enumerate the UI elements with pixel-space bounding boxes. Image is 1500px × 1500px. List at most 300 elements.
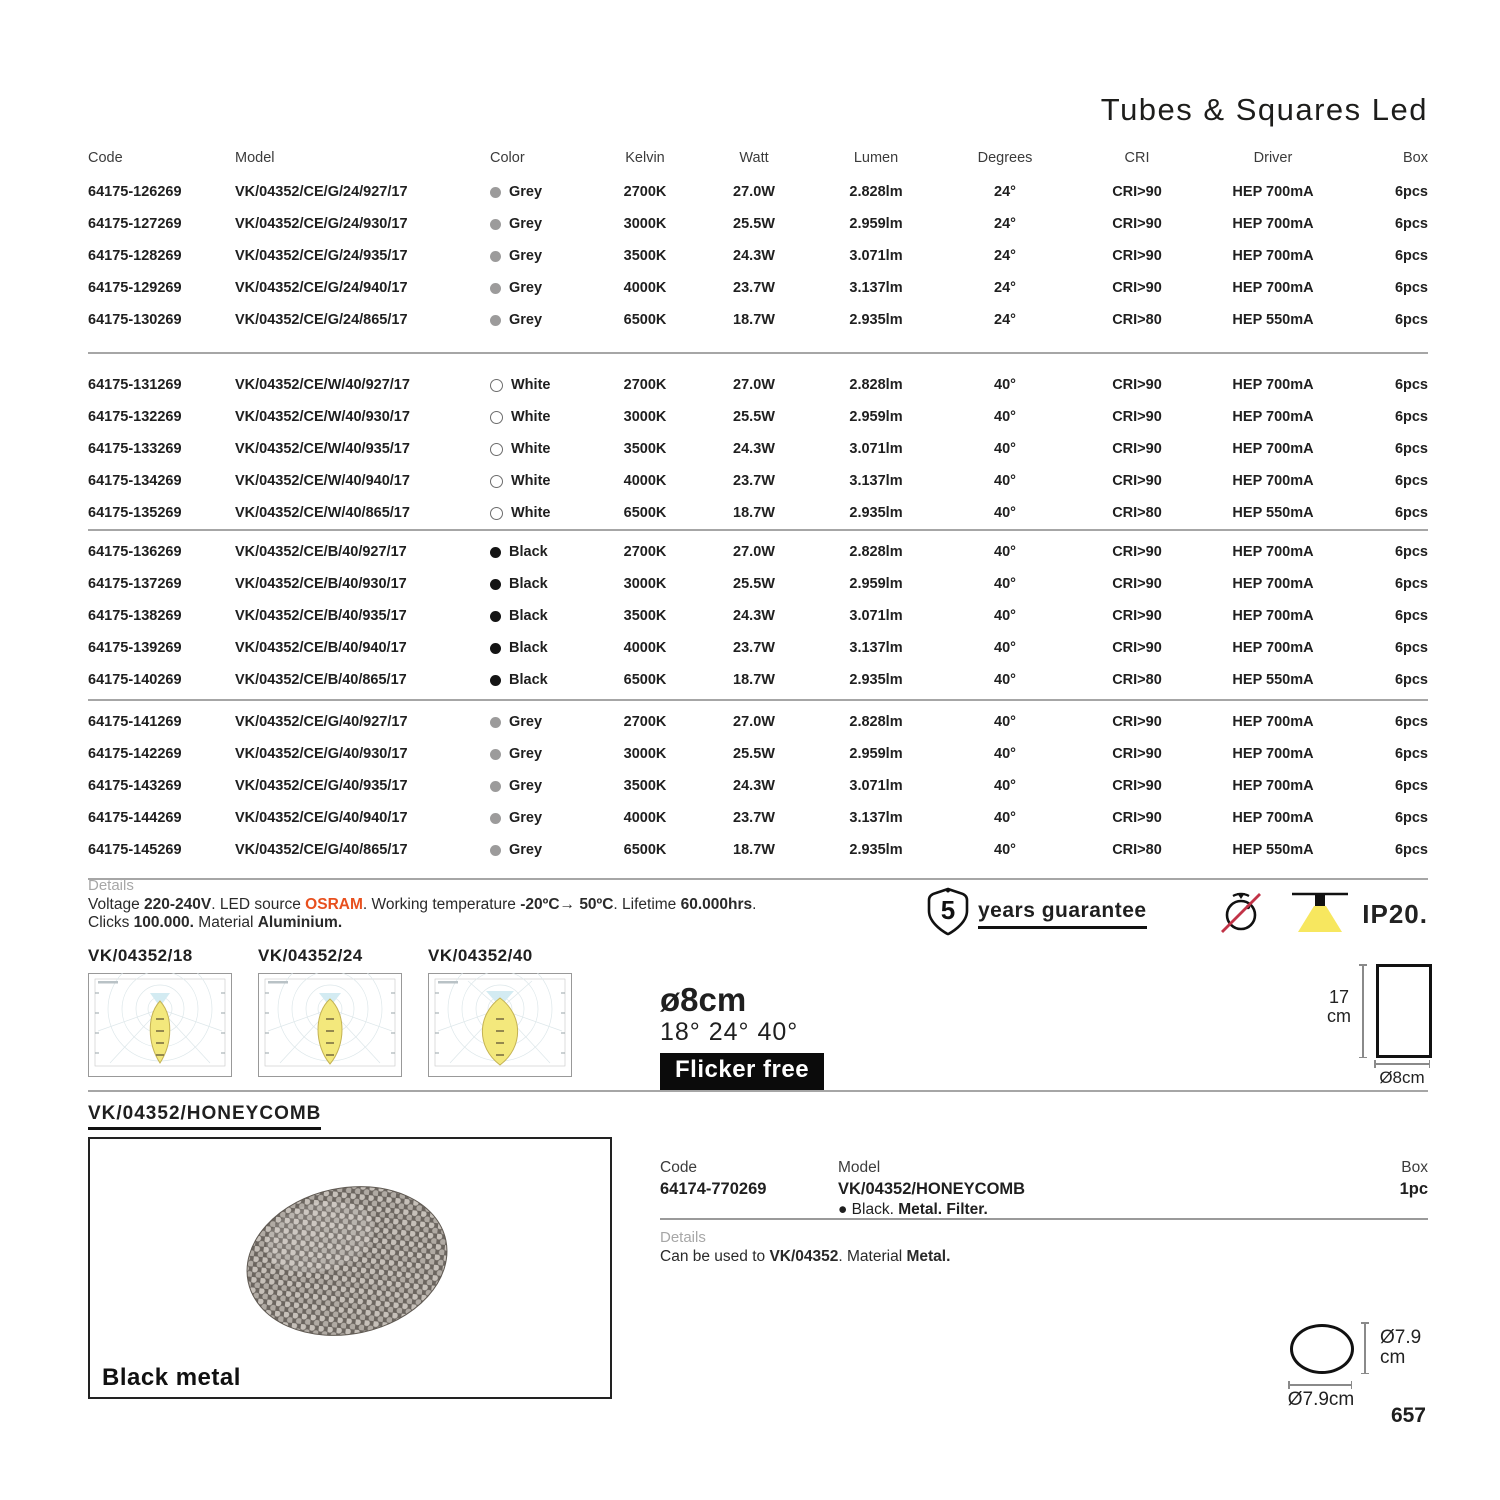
cell-kelvin: 3000K: [623, 746, 667, 762]
cell-driver: HEP 700mA: [1232, 778, 1314, 794]
section-divider: [88, 529, 1428, 531]
cell-box: 6pcs: [1394, 842, 1428, 858]
section-divider: [88, 352, 1428, 354]
table-body: [88, 176, 1428, 866]
cell-degrees: 24°: [994, 280, 1016, 296]
cell-code: 64175-142269: [88, 746, 182, 762]
cell-model: VK/04352/CE/B/40/940/17: [235, 640, 407, 656]
cell-code: 64175-139269: [88, 640, 182, 656]
cell-degrees: 40°: [994, 608, 1016, 624]
not-dimmable-icon: [1216, 887, 1266, 942]
certification-badges: [926, 882, 1428, 946]
cell-driver: HEP 550mA: [1232, 312, 1314, 328]
color-label: White: [511, 473, 551, 489]
cell-degrees: 40°: [994, 778, 1016, 794]
color-label: White: [511, 377, 551, 393]
cell-watt: 27.0W: [733, 714, 775, 730]
column-header-watt: Watt: [739, 150, 769, 166]
cell-degrees: 40°: [994, 441, 1016, 457]
cell-code: 64175-129269: [88, 280, 182, 296]
filter-width-dimension-line: [1288, 1384, 1352, 1386]
cell-watt: 23.7W: [733, 280, 775, 296]
cell-watt: 27.0W: [733, 377, 775, 393]
cell-box: 6pcs: [1394, 505, 1428, 521]
color-dot-icon: [490, 379, 503, 392]
cell-model: VK/04352/CE/W/40/927/17: [235, 377, 410, 393]
color-label: Grey: [509, 810, 543, 826]
cell-model: VK/04352/CE/G/24/865/17: [235, 312, 408, 328]
cell-box: 6pcs: [1394, 248, 1428, 264]
color-dot-icon: [490, 507, 503, 520]
cell-degrees: 40°: [994, 714, 1016, 730]
cell-model: VK/04352/CE/G/40/865/17: [235, 842, 408, 858]
cell-lumen: 3.137lm: [849, 640, 903, 656]
cell-color: [490, 544, 590, 560]
cell-cri: CRI>80: [1112, 505, 1162, 521]
divider: [660, 1218, 1428, 1220]
cell-degrees: 24°: [994, 248, 1016, 264]
color-label: Black: [509, 544, 548, 560]
cell-kelvin: 2700K: [623, 714, 667, 730]
filter-outline: [1290, 1324, 1354, 1374]
cell-model: VK/04352/CE/W/40/930/17: [235, 409, 410, 425]
cell-driver: HEP 550mA: [1232, 505, 1314, 521]
cell-lumen: 2.935lm: [849, 505, 903, 521]
cell-driver: HEP 700mA: [1232, 216, 1314, 232]
cell-box: 6pcs: [1394, 409, 1428, 425]
model-attributes: ● Black. Metal. Filter.: [838, 1201, 988, 1218]
cell-driver: HEP 700mA: [1232, 441, 1314, 457]
color-dot-icon: [490, 749, 501, 760]
color-dot-icon: [490, 813, 501, 824]
table-row: [88, 304, 1428, 336]
table-row: [88, 401, 1428, 433]
cell-watt: 23.7W: [733, 473, 775, 489]
cell-kelvin: 6500K: [623, 672, 667, 688]
table-row: [88, 176, 1428, 208]
cell-lumen: 2.959lm: [849, 746, 903, 762]
cell-cri: CRI>90: [1112, 377, 1162, 393]
color-label: Grey: [509, 778, 543, 794]
cell-color: [490, 576, 590, 592]
cell-lumen: 2.935lm: [849, 312, 903, 328]
table-row: [88, 834, 1428, 866]
color-label: Grey: [509, 248, 543, 264]
cell-code: 64175-130269: [88, 312, 182, 328]
cell-box: 6pcs: [1394, 544, 1428, 560]
downlight-icon: [1290, 888, 1350, 941]
honeycomb-details: [660, 1229, 1428, 1266]
cell-model: VK/04352/CE/G/24/935/17: [235, 248, 408, 264]
cell-box: 6pcs: [1394, 184, 1428, 200]
cell-driver: HEP 700mA: [1232, 608, 1314, 624]
cell-model: VK/04352/CE/W/40/935/17: [235, 441, 410, 457]
honeycomb-filter-image: [90, 1139, 605, 1392]
photometric-diagram: [88, 946, 232, 1082]
cell-lumen: 3.071lm: [849, 608, 903, 624]
cell-cri: CRI>90: [1112, 280, 1162, 296]
cell-lumen: 2.828lm: [849, 377, 903, 393]
cell-lumen: 3.137lm: [849, 473, 903, 489]
cell-color: [490, 640, 590, 656]
color-label: White: [511, 441, 551, 457]
cell-kelvin: 6500K: [623, 312, 667, 328]
cell-kelvin: 4000K: [623, 640, 667, 656]
cell-watt: 18.7W: [733, 672, 775, 688]
table-row: [88, 802, 1428, 834]
cell-degrees: 40°: [994, 640, 1016, 656]
cell-watt: 25.5W: [733, 216, 775, 232]
cell-cri: CRI>90: [1112, 409, 1162, 425]
cell-cri: CRI>90: [1112, 778, 1162, 794]
color-dot-icon: [490, 781, 501, 792]
color-dot-icon: [490, 643, 501, 654]
cell-watt: 23.7W: [733, 640, 775, 656]
cell-lumen: 3.071lm: [849, 248, 903, 264]
cell-cri: CRI>90: [1112, 473, 1162, 489]
cell-model: VK/04352/CE/B/40/935/17: [235, 608, 407, 624]
guarantee-badge: [926, 886, 1147, 943]
cell-code: 64175-138269: [88, 608, 182, 624]
cell-cri: CRI>90: [1112, 248, 1162, 264]
table-row: [88, 240, 1428, 272]
color-label: Black: [509, 640, 548, 656]
color-label: Grey: [509, 280, 543, 296]
cell-code: 64175-145269: [88, 842, 182, 858]
cell-box: 6pcs: [1394, 640, 1428, 656]
divider: [88, 1090, 1428, 1092]
cell-degrees: 24°: [994, 184, 1016, 200]
color-label: White: [511, 505, 551, 521]
table-row: [88, 706, 1428, 738]
diagram-title: VK/04352/18: [88, 946, 193, 965]
cell-degrees: 40°: [994, 810, 1016, 826]
polar-plot: [428, 973, 572, 1077]
model-value: VK/04352/HONEYCOMB: [838, 1180, 1026, 1198]
cell-cri: CRI>90: [1112, 576, 1162, 592]
cell-watt: 24.3W: [733, 441, 775, 457]
cell-model: VK/04352/CE/G/24/930/17: [235, 216, 408, 232]
cell-color: [490, 216, 590, 232]
color-label: Grey: [509, 184, 543, 200]
table-row: [88, 536, 1428, 568]
cell-code: 64175-132269: [88, 409, 182, 425]
cell-cri: CRI>90: [1112, 746, 1162, 762]
table-row: [88, 770, 1428, 802]
color-label: Black: [509, 672, 548, 688]
table-row: [88, 738, 1428, 770]
cell-kelvin: 2700K: [623, 184, 667, 200]
cell-cri: CRI>80: [1112, 842, 1162, 858]
cell-color: [490, 505, 590, 521]
cell-kelvin: 3500K: [623, 608, 667, 624]
tube-dimension-drawing: [1320, 960, 1435, 1090]
filter-diameter-side-label: Ø7.9 cm: [1380, 1327, 1422, 1368]
details-line2: Clicks 100.000. Material Aluminium.: [88, 914, 343, 931]
cell-cri: CRI>80: [1112, 312, 1162, 328]
section-divider: [88, 699, 1428, 701]
cell-cri: CRI>80: [1112, 672, 1162, 688]
filter-dimension-drawing: [1286, 1312, 1436, 1412]
cell-lumen: 2.959lm: [849, 216, 903, 232]
model-label: Model: [838, 1159, 881, 1176]
code-label: Code: [660, 1159, 698, 1176]
honeycomb-image-box: [88, 1137, 612, 1399]
color-label: Grey: [509, 216, 543, 232]
diameter-dimension-line: [1374, 1063, 1430, 1065]
cell-degrees: 40°: [994, 576, 1016, 592]
diagram-title: VK/04352/24: [258, 946, 363, 965]
column-header-lumen: Lumen: [853, 150, 899, 166]
cell-box: 6pcs: [1394, 441, 1428, 457]
color-label: Grey: [509, 842, 543, 858]
cell-degrees: 40°: [994, 409, 1016, 425]
details-line1: Voltage 220-240V. LED source OSRAM. Working temperature -20ºC→ 50ºC. Lifetime 60.000hrs.: [88, 896, 757, 913]
cell-color: [490, 377, 590, 393]
cell-cri: CRI>90: [1112, 216, 1162, 232]
color-label: Black: [509, 576, 548, 592]
tube-height-label: 17 cm: [1327, 987, 1351, 1026]
cell-kelvin: 4000K: [623, 473, 667, 489]
color-label: Black: [509, 608, 548, 624]
cell-kelvin: 2700K: [623, 544, 667, 560]
cell-color: [490, 409, 590, 425]
cell-degrees: 40°: [994, 473, 1016, 489]
cell-box: 6pcs: [1394, 672, 1428, 688]
flicker-free-badge: Flicker free: [660, 1053, 824, 1090]
cell-kelvin: 3500K: [623, 778, 667, 794]
cell-model: VK/04352/CE/B/40/865/17: [235, 672, 407, 688]
cell-color: [490, 778, 590, 794]
cell-driver: HEP 700mA: [1232, 576, 1314, 592]
cell-kelvin: 4000K: [623, 810, 667, 826]
cell-box: 6pcs: [1394, 608, 1428, 624]
cell-color: [490, 746, 590, 762]
cell-model: VK/04352/CE/G/40/940/17: [235, 810, 408, 826]
cell-code: 64175-135269: [88, 505, 182, 521]
cell-model: VK/04352/CE/G/40/935/17: [235, 778, 408, 794]
cell-driver: HEP 700mA: [1232, 248, 1314, 264]
cell-color: [490, 714, 590, 730]
honeycomb-code-column: [660, 1158, 838, 1220]
table-row: [88, 272, 1428, 304]
color-dot-icon: [490, 845, 501, 856]
cell-lumen: 2.935lm: [849, 672, 903, 688]
polar-plot: [258, 973, 402, 1077]
honeycomb-heading: VK/04352/HONEYCOMB: [88, 1103, 321, 1130]
cell-cri: CRI>90: [1112, 608, 1162, 624]
cell-code: 64175-143269: [88, 778, 182, 794]
cell-watt: 27.0W: [733, 184, 775, 200]
cell-code: 64175-131269: [88, 377, 182, 393]
cell-cri: CRI>90: [1112, 441, 1162, 457]
table-row: [88, 664, 1428, 696]
color-label: White: [511, 409, 551, 425]
cell-watt: 18.7W: [733, 505, 775, 521]
cell-box: 6pcs: [1394, 377, 1428, 393]
cell-color: [490, 608, 590, 624]
column-header-degrees: Degrees: [977, 150, 1033, 166]
cell-lumen: 2.828lm: [849, 544, 903, 560]
shield-icon: [926, 886, 970, 943]
cell-cri: CRI>90: [1112, 184, 1162, 200]
diameter-spec: ø8cm: [660, 981, 747, 1018]
details-heading: Details: [660, 1229, 706, 1246]
cell-lumen: 3.071lm: [849, 778, 903, 794]
cell-watt: 25.5W: [733, 746, 775, 762]
cell-box: 6pcs: [1394, 473, 1428, 489]
box-value: 1pc: [1399, 1180, 1428, 1198]
cell-driver: HEP 700mA: [1232, 377, 1314, 393]
cell-color: [490, 842, 590, 858]
cell-code: 64175-140269: [88, 672, 182, 688]
cell-box: 6pcs: [1394, 216, 1428, 232]
diagram-title: VK/04352/40: [428, 946, 533, 965]
cell-color: [490, 184, 590, 200]
cell-driver: HEP 700mA: [1232, 473, 1314, 489]
page-number: 657: [1390, 1404, 1426, 1427]
column-header-cri: CRI: [1124, 150, 1150, 166]
honeycomb-details-line: Can be used to VK/04352. Material Metal.: [660, 1248, 951, 1265]
honeycomb-model-column: [838, 1158, 1336, 1220]
cell-code: 64175-133269: [88, 441, 182, 457]
box-label: Box: [1401, 1159, 1428, 1176]
tube-outline: [1376, 964, 1432, 1058]
cell-lumen: 2.828lm: [849, 184, 903, 200]
cell-watt: 18.7W: [733, 842, 775, 858]
cell-cri: CRI>90: [1112, 544, 1162, 560]
column-header-kelvin: Kelvin: [625, 150, 665, 166]
color-dot-icon: [490, 283, 501, 294]
details-section: [88, 877, 928, 932]
cell-code: 64175-144269: [88, 810, 182, 826]
cell-kelvin: 3500K: [623, 441, 667, 457]
cell-lumen: 3.071lm: [849, 441, 903, 457]
cell-box: 6pcs: [1394, 312, 1428, 328]
cell-cri: CRI>90: [1112, 640, 1162, 656]
beam-angles-spec: 18° 24° 40°: [660, 1018, 799, 1046]
table-row: [88, 600, 1428, 632]
cell-kelvin: 2700K: [623, 377, 667, 393]
guarantee-text: years guarantee: [978, 899, 1147, 929]
color-dot-icon: [490, 675, 501, 686]
cell-color: [490, 280, 590, 296]
cell-lumen: 2.828lm: [849, 714, 903, 730]
table-header-row: [88, 142, 1428, 174]
cell-degrees: 24°: [994, 216, 1016, 232]
column-header-box: Box: [1403, 150, 1428, 166]
cell-degrees: 40°: [994, 377, 1016, 393]
cell-code: 64175-137269: [88, 576, 182, 592]
cell-kelvin: 3500K: [623, 248, 667, 264]
color-dot-icon: [490, 579, 501, 590]
cell-code: 64175-136269: [88, 544, 182, 560]
cell-kelvin: 6500K: [623, 842, 667, 858]
cell-driver: HEP 550mA: [1232, 842, 1314, 858]
honeycomb-box-column: [1336, 1158, 1428, 1220]
svg-text:5: 5: [940, 894, 956, 925]
cell-code: 64175-128269: [88, 248, 182, 264]
color-dot-icon: [490, 717, 501, 728]
table-row: [88, 497, 1428, 529]
cell-code: 64175-126269: [88, 184, 182, 200]
color-dot-icon: [490, 187, 501, 198]
cell-driver: HEP 700mA: [1232, 746, 1314, 762]
photometric-diagram: [428, 946, 572, 1082]
cell-cri: CRI>90: [1112, 810, 1162, 826]
cell-driver: HEP 700mA: [1232, 409, 1314, 425]
color-label: Grey: [509, 746, 543, 762]
column-header-driver: Driver: [1253, 150, 1293, 166]
cell-degrees: 40°: [994, 842, 1016, 858]
cell-watt: 18.7W: [733, 312, 775, 328]
cell-lumen: 2.959lm: [849, 576, 903, 592]
cell-box: 6pcs: [1394, 810, 1428, 826]
cell-degrees: 24°: [994, 312, 1016, 328]
height-dimension-line: [1362, 964, 1364, 1058]
column-header-model: Model: [235, 150, 275, 166]
table-row: [88, 433, 1428, 465]
cell-model: VK/04352/CE/G/24/940/17: [235, 280, 408, 296]
table-row: [88, 632, 1428, 664]
cell-model: VK/04352/CE/W/40/940/17: [235, 473, 410, 489]
cell-lumen: 3.137lm: [849, 810, 903, 826]
page-title: Tubes & Squares Led: [1100, 92, 1428, 127]
cell-box: 6pcs: [1394, 714, 1428, 730]
cell-kelvin: 4000K: [623, 280, 667, 296]
honeycomb-info: [660, 1158, 1428, 1220]
column-header-code: Code: [88, 150, 123, 166]
products-table: [88, 142, 1428, 880]
cell-color: [490, 672, 590, 688]
table-row: [88, 369, 1428, 401]
cell-driver: HEP 700mA: [1232, 544, 1314, 560]
color-dot-icon: [490, 475, 503, 488]
cell-watt: 24.3W: [733, 608, 775, 624]
cell-kelvin: 6500K: [623, 505, 667, 521]
cell-degrees: 40°: [994, 746, 1016, 762]
table-row: [88, 208, 1428, 240]
cell-driver: HEP 550mA: [1232, 672, 1314, 688]
cell-watt: 24.3W: [733, 778, 775, 794]
polar-plot: [88, 973, 232, 1077]
cell-box: 6pcs: [1394, 746, 1428, 762]
cell-color: [490, 810, 590, 826]
code-value: 64174-770269: [660, 1180, 767, 1198]
cell-lumen: 2.935lm: [849, 842, 903, 858]
cell-code: 64175-127269: [88, 216, 182, 232]
filter-height-dimension-line: [1364, 1322, 1366, 1374]
photometric-diagrams: [88, 946, 572, 1082]
photometric-diagram: [258, 946, 402, 1082]
cell-model: VK/04352/CE/G/24/927/17: [235, 184, 408, 200]
cell-watt: 24.3W: [733, 248, 775, 264]
cell-kelvin: 3000K: [623, 409, 667, 425]
cell-cri: CRI>90: [1112, 714, 1162, 730]
cell-color: [490, 473, 590, 489]
color-dot-icon: [490, 219, 501, 230]
cell-model: VK/04352/CE/G/40/930/17: [235, 746, 408, 762]
color-dot-icon: [490, 411, 503, 424]
cell-watt: 27.0W: [733, 544, 775, 560]
cell-model: VK/04352/CE/W/40/865/17: [235, 505, 410, 521]
cell-watt: 23.7W: [733, 810, 775, 826]
cell-box: 6pcs: [1394, 576, 1428, 592]
specs-block: [660, 983, 824, 1090]
cell-box: 6pcs: [1394, 280, 1428, 296]
table-row: [88, 568, 1428, 600]
cell-watt: 25.5W: [733, 576, 775, 592]
